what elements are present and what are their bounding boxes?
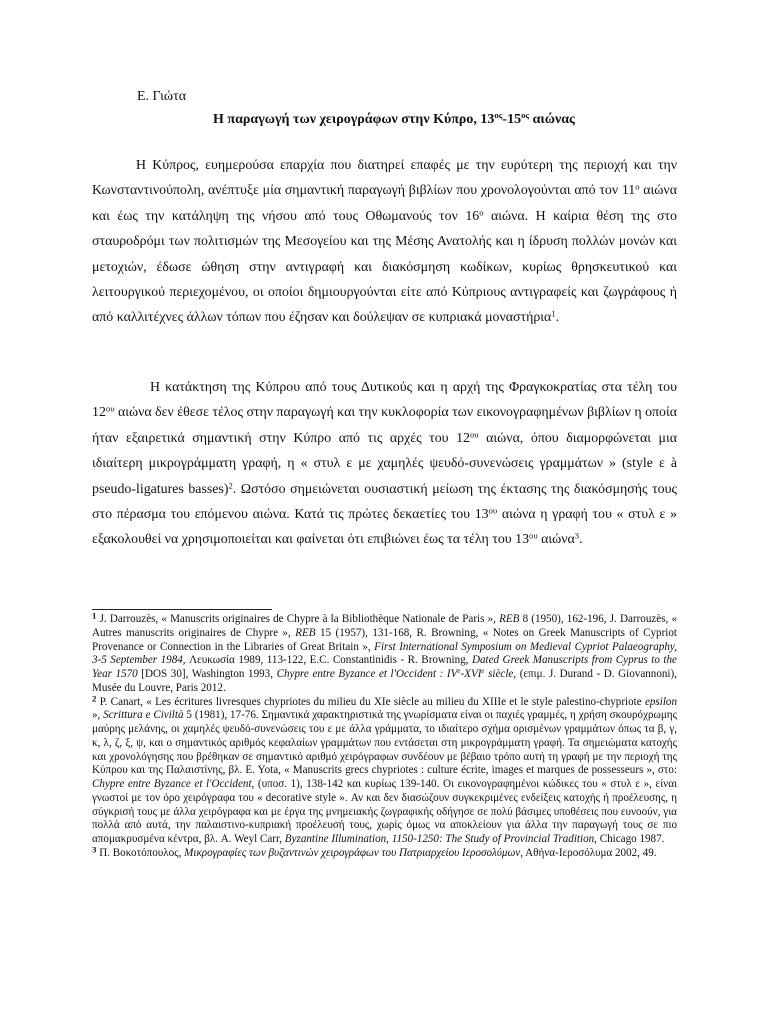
journal-title: REB [499,613,520,625]
ordinal-superscript: ο [479,207,484,218]
book-title: Chypre entre Byzance et l'Occident [92,778,252,790]
footnote-separator [92,609,272,610]
footnote-2 [92,692,677,847]
title-text: αιώνας [529,112,575,127]
text-run: 15 (1957), 131-168, R. Browning, « Notes on Greek Manuscripts of Cypriot Provenance or Connection in the Libraries of Great Britain », [92,626,678,653]
book-title [277,668,514,680]
book-title: First International Symposium on Medieval Cypriot Palaeography, 3-5 September 1984 [92,640,677,667]
footnotes [92,610,678,861]
book-title: Byzantine Illumination, 1150-1250: The Study of Provincial Tradition [284,833,595,845]
text-run: . Ωστόσο σημειώνεται ουσιαστική μείωση της έκτασης της διακόσμησής τους στο πέρασμα του επόμενου αιώνα. Κατά τις πρώτες δεκαετίες του 13 [92,481,677,523]
footnote-ref-1[interactable]: 1 [551,308,556,319]
text-run: -XVI [460,668,482,680]
text-run: , (υποσ. 1), 138-142 και κυρίως 139-140. Οι εικονογραφημένοι κώδικες του « στυλ ε », είναι γνωστοί με τον όρο χειρόγραφα του « decorative style ». Αν και δεν διασώζουν συγκεκριμένες ενδείξεις κατοχής ή προέλευσης, η σύγκρισή τους με άλλα χειρόγραφα και με έργα της μνημειακής ζωγραφικής οδήγησε σε πολύ βάσιμες υποθέσεις που ευνοούν, για πολλά από αυτά, την παλαιστινο-κυπριακή προέλευσή τους, χωρίς όμως να αποκλείουν για άλλα την παραγωγή τους σε πιο απομακρυσμένα κέντρα, βλ. A. Weyl Carr, [92,778,677,845]
title-superscript: ος [521,110,530,121]
superscript: e [481,668,485,676]
ordinal-superscript: ου [488,505,498,516]
text-run: 8 (1950), 162-196, J. Darrouzès, « Autres manuscrits originaires de Chypre », [92,613,678,639]
text-run: αιώνα δεν έθεσε τέλος στην παραγωγή και την κυκλοφορία των εικονογραφημένων βιβλίων η οποία ήταν εξαιρετικά σημαντική στην Κύπρο από τις αρχές του 12 [92,405,677,446]
text-run: αιώνα. Η καίρια θέση της στο σταυροδρόμι των πολιτισμών της Μεσογείου και της Μέσης Ανατολής και η ίδρυση πολλών μονών και μετοχιών, έδωσε ώθηση στην αντιγραφή και διακόσμηση κωδίκων, κυρίως θρησκευτικού και λειτουργικού περιεχομένου, οι οποίοι δημιουργούνται είτε από Κύπριους αντιγραφείς και ζωγράφους ή από καλλιτέχνες άλλων τόπων που έζησαν και δούλεψαν σε κυπριακά μοναστήρια [92,208,677,326]
ordinal-superscript: ου [529,530,538,541]
text-run: P. Canart, « Les écritures livresques chypriotes du milieu du XIe siècle au milieu du XIIIe et le style palestino-chypriote [96,695,645,708]
text-run: αιώνα η γραφή του « στυλ ε » εξακολουθεί να χρησιμοποιείται και φαίνεται ότι επιβιώνει έως τα τέλη του 13 [92,507,677,548]
ordinal-superscript: ου [470,429,479,440]
footnote-number: 1 [92,610,97,621]
title-text: Η παραγωγή των χειρογράφων στην Κύπρο, 13 [213,112,495,127]
document-title [0,112,768,128]
author-name: Ε. Γιώτα [137,89,187,104]
footnote-ref-2[interactable]: 2 [228,479,233,490]
footnote-1 [92,610,678,696]
title-text: -15 [502,112,522,127]
text-run: . [579,532,583,548]
superscript: e [457,668,461,676]
text-run: [DOS 30], Washington 1993, [137,668,277,680]
text-run: Chypre entre Byzance et l'Occident : IV [276,668,458,680]
text-run: », [92,709,104,722]
italic-term: epsilon [644,695,677,708]
text-run: 5 (1981), 17-76. Σημαντικά χαρακτηριστικά της γνωρίσματα είναι οι παχιές γραμμές, η χρήση σκουρόχρωμης μαύρης μελάνης, οι χαμηλές ψευδό-συνενώσεις του ε με άλλα γράμματα, το ιδιαίτερο σχήμα ορισμένων γραμμάτων όπως τα β, γ, κ, λ, ζ, ξ, ψ, και ο σημαντικός αριθμός κεφαλαίων γραμμάτων που εντάσεται στη μικρογράμματη γραφή. Τα σημειώματα κατοχής και χρονολόγησης που βρέθηκαν σε σημαντικό αριθμό χειρόγραφων συνδέουν με βέβαιο τρόπο αυτή τη γραφή με την περιοχή της Κύπρου και της Παλαιστίνης, βλ. E. Yota, « Manuscrits grecs chypriotes : culture écrite, images et marques de possesseurs », στο: [92,709,677,777]
text-run: , Αθήνα-Ιεροσόλυμα 2002, 49. [520,846,657,859]
text-run: Η κατάκτηση της Κύπρου από τους Δυτικούς και η αρχή της Φραγκοκρατίας στα τέλη του 12 [92,380,677,421]
footnote-ref-3[interactable]: 3 [574,530,580,541]
text-run: siècle [484,668,514,680]
book-title: Dated Greek Manuscripts from Cyprus to the Year 1570 [92,654,677,680]
paragraph-1 [92,153,677,331]
footnote-number: 2 [92,692,97,703]
journal-title: Scrittura e Civiltà [103,709,184,722]
text-run: αιώνα [537,532,575,548]
text-run: J. Darrouzès, « Manuscrits originaires de Chypre à la Bibliothèque Nationale de Paris », [96,613,500,625]
paragraph-2 [92,375,677,553]
book-title: Μικρογραφίες των βυζαντινών χειρογράφων του Πατριαρχείου Ιεροσολύμων [184,846,521,859]
ordinal-superscript: ου [105,403,115,414]
text-run: , Chicago 1987. [594,833,665,845]
title-superscript: ος [494,110,503,121]
text-run: , Λευκωσία 1989, 113-122, E.C. Constantinidis - R. Browning, [182,654,472,667]
text-run: . [555,310,560,326]
journal-title: REB [295,626,316,639]
text-run: , (επιμ. J. Durand - D. Giovannoni), Musée du Louvre, Paris 2012. [92,668,677,694]
text-run: αιώνα και έως την κατάληψη της νήσου από τους Οθωμανούς τον 16 [92,183,677,224]
footnote-number: 3 [92,844,97,855]
text-run: Η Κύπρος, ευημερούσα επαρχία που διατηρεί επαφές με την ευρύτερη της περιοχή και την Κωνσταντινούπολη, ανέπτυξε μία σημαντική παραγωγή βιβλίων που χρονολογούνται από τον 11 [92,158,677,199]
text-run: Π. Βοκοτόπουλος, [96,846,185,859]
text-run: αιώνα, όπου διαμορφώνεται μια ιδιαίτερη μικρογράμματη γραφή, η « στυλ ε με χαμηλές ψευδό-συνενώσεις γραμμάτων » (style ε à pseudo-ligatures basses) [92,430,677,497]
ordinal-superscript: ο [635,181,640,192]
footnote-3 [92,844,677,861]
